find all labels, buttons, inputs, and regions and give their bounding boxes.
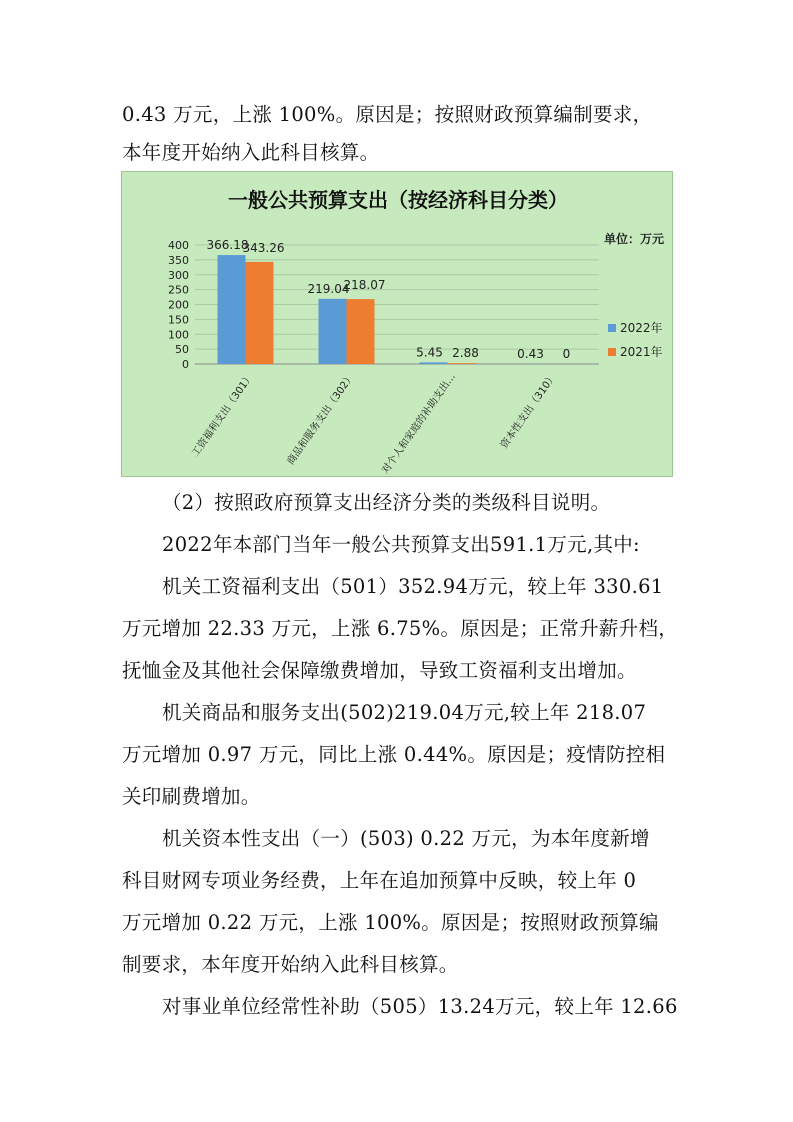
paragraph-line: 机关商品和服务支出(502)219.04万元,较上年 218.07 (162, 701, 647, 724)
data-label: 5.45 (416, 345, 443, 360)
paragraph-line: 对事业单位经常性补助（505）13.24万元，较上年 12.66 (162, 995, 678, 1018)
y-tick-label: 200 (168, 298, 189, 312)
legend-label: 2021年 (620, 345, 663, 359)
chart-title: 一般公共预算支出（按经济科目分类） (228, 188, 568, 212)
data-label: 0 (562, 347, 571, 361)
data-label: 218.07 (343, 278, 386, 293)
paragraph-line: 科目财网专项业务经费，上年在追加预算中反映，较上年 0 (122, 869, 637, 892)
y-tick-label: 0 (182, 358, 189, 371)
paragraph-line: 万元增加 22.33 万元，上涨 6.75%。原因是；正常升薪升档， (122, 617, 679, 640)
legend-swatch (608, 348, 616, 356)
budget-chart (121, 171, 673, 477)
x-tick-label: 商品和服务支出（302） (285, 371, 357, 468)
data-label: 0.43 (517, 346, 544, 361)
bar (246, 262, 274, 364)
y-tick-label: 400 (168, 239, 189, 252)
paragraph-line: 机关资本性支出（一）(503) 0.22 万元，为本年度新增 (162, 827, 650, 850)
y-tick-label: 100 (168, 328, 189, 342)
bar (319, 299, 347, 364)
bar (448, 363, 476, 364)
data-label: 2.88 (452, 346, 479, 361)
bar (218, 255, 246, 364)
bar (420, 362, 448, 364)
paragraph-line: 2022年本部门当年一般公共预算支出591.1万元,其中: (162, 533, 640, 556)
legend-swatch (608, 324, 616, 332)
paragraph-line: 万元增加 0.97 万元，同比上涨 0.44%。原因是；疫情防控相 (122, 743, 666, 766)
x-tick-label: 资本性支出（310） (498, 371, 559, 451)
x-tick-label: 工资福利支出（301） (190, 371, 256, 459)
y-tick-label: 350 (168, 253, 189, 267)
y-tick-label: 300 (168, 268, 189, 282)
y-tick-label: 250 (168, 283, 189, 297)
x-tick-label: 对个人和家庭的补助支出… (380, 371, 458, 477)
bar (347, 299, 375, 364)
paragraph-line: 本年度开始纳入此科目核算。 (122, 141, 380, 164)
unit-label: 单位：万元 (603, 232, 664, 246)
paragraph-line: 0.43 万元，上涨 100%。原因是；按照财政预算编制要求， (122, 103, 653, 126)
paragraph-line: 机关工资福利支出（501）352.94万元，较上年 330.61 (162, 575, 664, 598)
data-label: 219.04 (307, 281, 350, 296)
data-label: 343.26 (242, 240, 285, 255)
paragraph-line: 抚恤金及其他社会保障缴费增加，导致工资福利支出增加。 (122, 659, 637, 682)
paragraph-line: 制要求，本年度开始纳入此科目核算。 (122, 953, 459, 976)
paragraph-line: 关印刷费增加。 (122, 785, 261, 808)
paragraph-line: （2）按照政府预算支出经济分类的类级科目说明。 (162, 491, 611, 514)
data-label: 366.18 (206, 238, 249, 253)
y-tick-label: 150 (168, 313, 189, 327)
paragraph-line: 万元增加 0.22 万元，上涨 100%。原因是；按照财政预算编 (122, 911, 659, 934)
y-tick-label: 50 (175, 343, 189, 357)
legend-label: 2022年 (620, 321, 663, 335)
chart-plot (122, 172, 674, 478)
